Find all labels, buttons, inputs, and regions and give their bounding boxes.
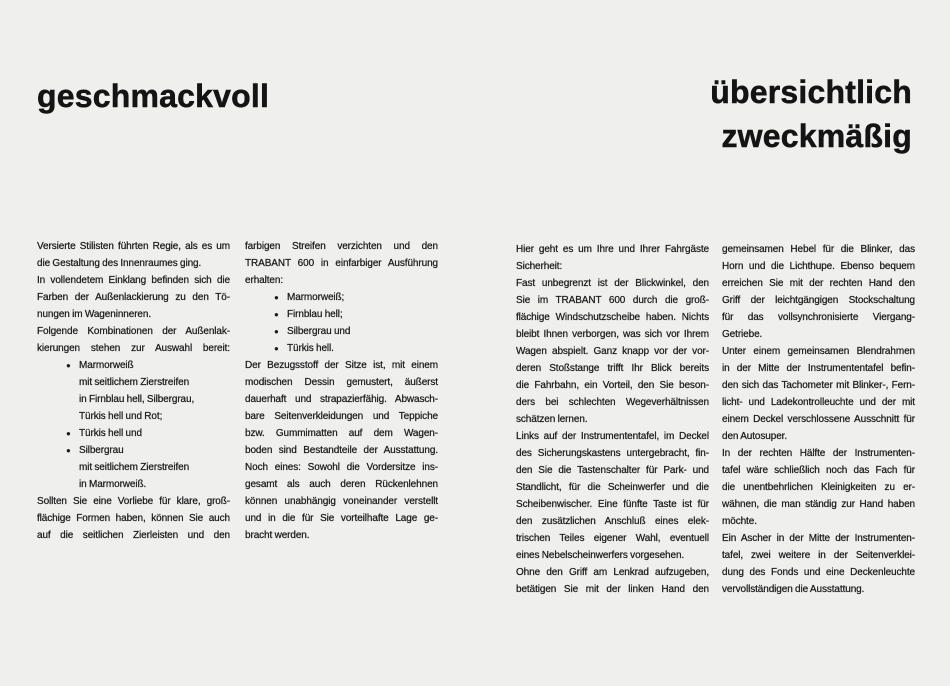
text-line <box>516 326 709 343</box>
text-line <box>245 442 438 459</box>
line-text: deren Stoßstange trifft Ihr Blick bereits <box>516 363 709 374</box>
right-page-heading-line2: zweckmäßig <box>721 118 912 154</box>
text-line <box>245 306 438 323</box>
line-text: flächige Formen haben, können Sie auch <box>37 513 230 524</box>
line-text: nungen im Wageninneren. <box>37 309 152 320</box>
line-text: Ein Ascher in der Mitte der Instrumenten- <box>722 533 915 544</box>
text-line <box>722 428 915 445</box>
line-text: Griff der leichtgängigen Stockschaltung <box>722 295 915 306</box>
text-line <box>245 476 438 493</box>
text-line <box>722 462 915 479</box>
text-line <box>722 547 915 564</box>
line-text: Silbergrau und <box>287 326 351 337</box>
line-text: Silbergrau <box>79 445 124 456</box>
line-text: in Firnblau hell, Silbergrau, <box>79 394 195 405</box>
text-line <box>37 425 230 442</box>
line-text: Wagen abspielt. Ganz knapp vor der vor- <box>516 346 709 357</box>
text-line <box>37 357 230 374</box>
text-line <box>722 479 915 496</box>
line-text: können unabhängig voneinander verstellt <box>245 496 438 507</box>
line-text: In der rechten Hälfte der Instrumenten- <box>722 448 915 459</box>
line-text: bare Seitenverkleidungen und Teppiche <box>245 411 438 422</box>
right-page-column-2 <box>722 241 915 598</box>
text-line <box>37 306 230 323</box>
line-text: vervollständigen die Ausstattung. <box>722 584 865 595</box>
line-text: Folgende Kombinationen der Außenlak- <box>37 326 230 337</box>
text-line <box>245 459 438 476</box>
text-line <box>37 323 230 340</box>
text-line <box>516 241 709 258</box>
text-line <box>516 581 709 598</box>
line-text: die Gestaltung des Innenraumes ging. <box>37 258 202 269</box>
line-text: kierungen stehen zur Auswahl bereit: <box>37 343 230 354</box>
right-page-heading-line1: übersichtlich <box>710 74 912 110</box>
text-line <box>245 425 438 442</box>
text-line <box>516 564 709 581</box>
text-line <box>516 343 709 360</box>
text-line <box>516 462 709 479</box>
line-text: bracht werden. <box>245 530 310 541</box>
text-line <box>37 374 230 391</box>
line-text: wähnen, die man ständig zur Hand haben <box>722 499 915 510</box>
bullet-icon: ● <box>66 429 71 438</box>
text-line <box>516 496 709 513</box>
line-text: Sie im TRABANT 600 durch die groß- <box>516 295 709 306</box>
text-line <box>516 309 709 326</box>
text-line <box>37 272 230 289</box>
text-line <box>37 238 230 255</box>
bullet-icon: ● <box>66 361 71 370</box>
line-text: Versierte Stilisten führten Regie, als es um <box>37 241 230 252</box>
text-line <box>722 496 915 513</box>
text-line <box>245 510 438 527</box>
line-text: bleibt Ihnen verborgen, was sich vor Ihrem <box>516 329 709 340</box>
line-text: Türkis hell und <box>79 428 142 439</box>
line-text: erreichen Sie mit der rechten Hand den <box>722 278 915 289</box>
text-line <box>245 255 438 272</box>
line-text: licht- und Ladekontrolleuchte und der mit <box>722 397 915 408</box>
text-line <box>516 292 709 309</box>
text-line <box>245 357 438 374</box>
line-text: Farben der Außenlackierung zu den Tö- <box>37 292 230 303</box>
line-text: Standlicht, für die Scheinwerfer und die <box>516 482 709 493</box>
text-line <box>37 255 230 272</box>
text-line <box>516 513 709 530</box>
line-text: und in die für Sie vorteilhafte Lage ge- <box>245 513 438 524</box>
line-text: Marmorweiß; <box>287 292 345 303</box>
line-text: TRABANT 600 in einfarbiger Ausführung <box>245 258 438 269</box>
line-text: mit seitlichem Zierstreifen <box>79 462 190 473</box>
text-line <box>722 513 915 530</box>
line-text: trischen Teiles eigener Wahl, eventuell <box>516 533 709 544</box>
text-line <box>516 445 709 462</box>
line-text: betätigen Sie mit der linken Hand den <box>516 584 709 595</box>
line-text: Sicherheit: <box>516 261 563 272</box>
line-text: Türkis hell und Rot; <box>79 411 163 422</box>
text-line <box>37 459 230 476</box>
text-line <box>516 530 709 547</box>
text-line <box>722 564 915 581</box>
line-text: mit seitlichem Zierstreifen <box>79 377 190 388</box>
text-line <box>722 275 915 292</box>
line-text: die Fahrbahn, ein Vorteil, den Sie beson- <box>516 380 709 391</box>
line-text: gemeinsamen Hebel für die Blinker, das <box>722 244 915 255</box>
line-text: möchte. <box>722 516 757 527</box>
line-text: den Autosuper. <box>722 431 788 442</box>
right-page-column-1 <box>516 241 709 598</box>
line-text: in der Mitte der Instrumententafel befin- <box>722 363 915 374</box>
text-line <box>722 241 915 258</box>
bullet-icon: ● <box>274 344 279 353</box>
line-text: tafel wäre schließlich noch das Fach für <box>722 465 915 476</box>
text-line <box>245 238 438 255</box>
text-line <box>516 547 709 564</box>
line-text: Getriebe. <box>722 329 763 340</box>
line-text: einem Deckel verschlossene Ausschnitt für <box>722 414 915 425</box>
text-line <box>516 394 709 411</box>
text-line <box>722 309 915 326</box>
line-text: bzw. Gummimatten auf dem Wagen- <box>245 428 438 439</box>
line-text: Sollten Sie eine Vorliebe für klare, groß- <box>37 496 230 507</box>
text-line <box>722 326 915 343</box>
line-text: Der Bezugsstoff der Sitze ist, mit einem <box>245 360 438 371</box>
left-page-column-2 <box>245 238 438 544</box>
line-text: Marmorweiß <box>79 360 134 371</box>
line-text: erhalten: <box>245 275 284 286</box>
line-text: In vollendetem Einklang befinden sich die <box>37 275 230 286</box>
text-line <box>722 394 915 411</box>
text-line <box>37 340 230 357</box>
left-page-column-1 <box>37 238 230 544</box>
line-text: Unter einem gemeinsamen Blendrahmen <box>722 346 915 357</box>
text-line <box>722 343 915 360</box>
right-page-heading <box>710 70 912 158</box>
line-text: Fast unbegrenzt ist der Blickwinkel, den <box>516 278 709 289</box>
line-text: für das vollsynchronisierte Viergang- <box>722 312 915 323</box>
text-line <box>516 360 709 377</box>
line-text: in Marmorweiß. <box>79 479 147 490</box>
text-line <box>37 408 230 425</box>
line-text: flächige Windschutzscheibe haben. Nichts <box>516 312 709 323</box>
line-text: boden sind Bestandteile der Ausstattung. <box>245 445 438 456</box>
text-line <box>245 323 438 340</box>
text-line <box>516 428 709 445</box>
text-line <box>245 527 438 544</box>
line-text: Links auf der Instrumententafel, im Deckel <box>516 431 709 442</box>
text-line <box>245 374 438 391</box>
text-line <box>722 360 915 377</box>
line-text: Türkis hell. <box>287 343 334 354</box>
text-line <box>245 340 438 357</box>
text-line <box>245 493 438 510</box>
line-text: schätzen lernen. <box>516 414 588 425</box>
line-text: Noch eines: Sowohl die Vordersitze ins- <box>245 462 438 473</box>
line-text: ders bei schlechten Wegeverhältnissen <box>516 397 709 408</box>
line-text: Hier geht es um Ihre und Ihrer Fahrgäste <box>516 244 709 255</box>
text-line <box>245 408 438 425</box>
line-text: Horn und die Lichthupe. Ebenso bequem <box>722 261 915 272</box>
text-line <box>245 391 438 408</box>
text-line <box>37 476 230 493</box>
line-text: gesamt als auch deren Rückenlehnen <box>245 479 438 490</box>
line-text: den sich das Tachometer mit Blinker-, Fern- <box>722 380 915 391</box>
line-text: dung des Fonds und eine Deckenleuchte <box>722 567 915 578</box>
line-text: auf die seitlichen Zierleisten und den <box>37 530 230 541</box>
text-line <box>722 530 915 547</box>
text-line <box>722 292 915 309</box>
text-line <box>245 289 438 306</box>
line-text: eines Nebelscheinwerfers vorgesehen. <box>516 550 685 561</box>
text-line <box>722 258 915 275</box>
text-line <box>722 377 915 394</box>
text-line <box>37 289 230 306</box>
text-line <box>516 479 709 496</box>
text-line <box>722 411 915 428</box>
line-text: Scheibenwischer. Eine fünfte Taste ist für <box>516 499 709 510</box>
text-line <box>37 527 230 544</box>
text-line <box>516 258 709 275</box>
line-text: Firnblau hell; <box>287 309 343 320</box>
text-line <box>37 493 230 510</box>
text-line <box>516 275 709 292</box>
line-text: dauerhaft und strapazierfähig. Abwasch- <box>245 394 438 405</box>
line-text: des Sicherungskastens untergebracht, fin- <box>516 448 709 459</box>
line-text: den Sie die Tastenschalter für Park- und <box>516 465 709 476</box>
line-text: den zusätzlichen Anschluß eines elek- <box>516 516 709 527</box>
bullet-icon: ● <box>274 293 279 302</box>
line-text: modischen Dessin gemustert, äußerst <box>245 377 438 388</box>
text-line <box>245 272 438 289</box>
text-line <box>516 377 709 394</box>
line-text: die unentbehrlichen Kleinigkeiten zu er- <box>722 482 915 493</box>
bullet-icon: ● <box>274 310 279 319</box>
text-line <box>516 411 709 428</box>
text-line <box>722 445 915 462</box>
text-line <box>37 510 230 527</box>
bullet-icon: ● <box>274 327 279 336</box>
line-text: tafel, zwei weitere in der Seitenverklei- <box>722 550 915 561</box>
line-text: Ohne den Griff am Lenkrad aufzugeben, <box>516 567 709 578</box>
text-line <box>37 391 230 408</box>
bullet-icon: ● <box>66 446 71 455</box>
text-line <box>37 442 230 459</box>
text-line <box>722 581 915 598</box>
left-page-heading: geschmackvoll <box>37 78 270 114</box>
line-text: farbigen Streifen verzichten und den <box>245 241 438 252</box>
